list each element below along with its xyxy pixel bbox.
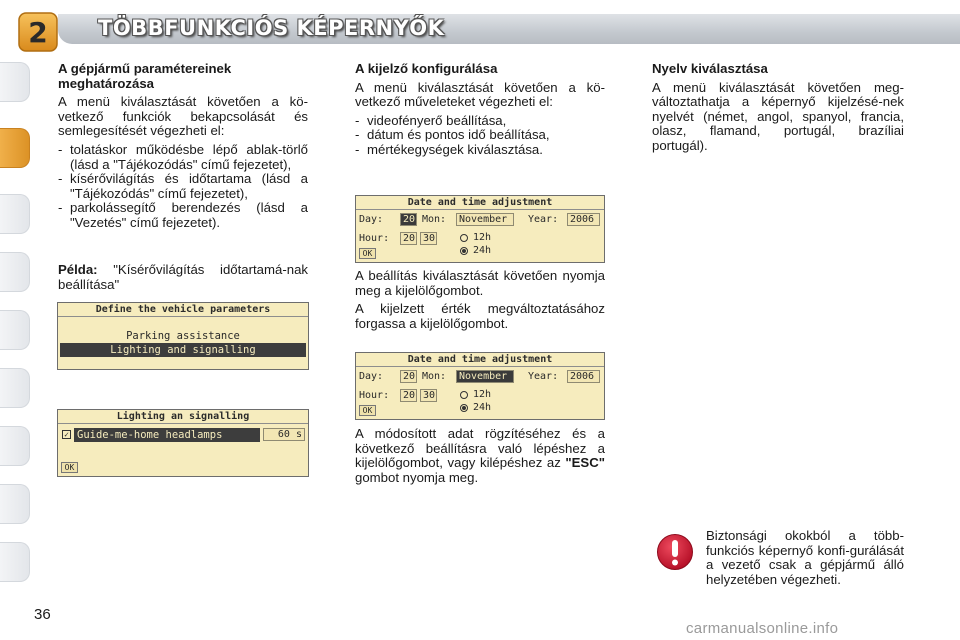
radio-24h-icon[interactable]: [460, 404, 468, 412]
year-label: Year:: [528, 214, 559, 225]
lcd-screen-date-time-1: [355, 195, 605, 263]
month-field[interactable]: November: [456, 213, 514, 226]
example-text: "Kísérővilágítás időtartamá-nak beállítása": [58, 262, 308, 292]
checkbox-checked-icon[interactable]: ✓: [62, 430, 71, 439]
chapter-tab[interactable]: [0, 194, 30, 234]
duration-field[interactable]: 60 s: [263, 428, 305, 441]
instruction-paragraph: A kijelzett érték megváltoztatásához forgassa a kijelölőgombot.: [355, 301, 605, 331]
chapter-tab[interactable]: [0, 252, 30, 292]
hour-field[interactable]: 20: [400, 389, 417, 402]
list-item: - kísérővilágítás és időtartama (lásd a "Tájékozódás" című fejezetet),: [58, 172, 308, 201]
config-list: [355, 114, 605, 158]
instruction-text: gombot nyomja meg.: [355, 469, 479, 485]
month-label: Mon:: [422, 371, 447, 382]
option-24h-label: 24h: [473, 402, 492, 413]
radio-24h-icon[interactable]: [460, 247, 468, 255]
example-paragraph: [58, 263, 308, 296]
hour-label: Hour:: [359, 233, 390, 244]
middle-column-instructions-1: [355, 269, 605, 335]
page-header: [0, 0, 960, 52]
instruction-text: A módosított adat rögzítéséhez és a következő beállításra való lépéshez a kijelölőgombot, vagy kilépéshez az: [355, 426, 605, 471]
month-field[interactable]: November: [456, 370, 514, 383]
minute-field[interactable]: 30: [420, 389, 437, 402]
list-item: - dátum és pontos idő beállítása,: [355, 128, 605, 143]
lcd-title: Date and time adjustment: [356, 196, 604, 210]
day-field[interactable]: 20: [400, 213, 417, 226]
lcd-title: Lighting an signalling: [58, 410, 308, 424]
year-field[interactable]: 2006: [567, 370, 600, 383]
menu-item-parking-assistance[interactable]: Parking assistance: [126, 330, 240, 342]
lcd-title: Define the vehicle parameters: [58, 303, 308, 317]
chapter-tab[interactable]: [0, 368, 30, 408]
minute-field[interactable]: 30: [420, 232, 437, 245]
ok-button[interactable]: OK: [61, 462, 78, 473]
chapter-number: 2: [28, 16, 48, 49]
lcd-screen-date-time-2: [355, 352, 605, 420]
chapter-tab[interactable]: [0, 310, 30, 350]
page-number: 36: [34, 606, 51, 623]
option-12h-label: 12h: [473, 389, 492, 400]
chapter-tab[interactable]: [0, 62, 30, 102]
watermark: carmanualsonline.info: [686, 620, 839, 637]
section-text: A menü kiválasztását követően meg-változtathatja a képernyő kijelzésé-nek nyelvét (német, angol, spanyol, francia, olasz, flamand, portugál, brazíliai portugál).: [652, 79, 904, 153]
option-24h-label: 24h: [473, 245, 492, 256]
example-label: Példa:: [58, 262, 98, 277]
chapter-badge-icon: [16, 10, 60, 54]
chapter-tab[interactable]: [0, 426, 30, 466]
day-field[interactable]: 20: [400, 370, 417, 383]
year-label: Year:: [528, 371, 559, 382]
esc-label: "ESC": [565, 455, 605, 471]
day-label: Day:: [359, 214, 384, 225]
function-list: [58, 143, 308, 231]
section-intro: A menü kiválasztását követően a kö-vetkező funkciók bekapcsolását és semlegesítését végezheti el:: [58, 94, 308, 139]
chapter-tabs: [0, 62, 32, 582]
radio-12h-icon[interactable]: [460, 234, 468, 242]
setting-guide-me-home[interactable]: Guide-me-home headlamps: [74, 428, 260, 442]
left-column: [58, 62, 308, 235]
list-item: - parkolássegítő berendezés (lásd a "Vezetés" című fejezetet).: [58, 201, 308, 230]
section-heading: Nyelv kiválasztása: [652, 61, 768, 76]
day-label: Day:: [359, 371, 384, 382]
ok-button[interactable]: OK: [359, 248, 376, 259]
lcd-screen-lighting: [57, 409, 309, 477]
chapter-tab[interactable]: [0, 542, 30, 582]
page-title: TÖBBFUNKCIÓS KÉPERNYŐK: [98, 16, 445, 40]
chapter-tab-active[interactable]: [0, 128, 30, 168]
menu-item-lighting-signalling[interactable]: Lighting and signalling: [60, 343, 306, 357]
lcd-screen-vehicle-params: [57, 302, 309, 370]
right-column: [652, 62, 904, 158]
instruction-paragraph: A beállítás kiválasztását követően nyomja meg a kijelölőgombot.: [355, 268, 605, 298]
section-heading: A kijelző konfigurálása: [355, 61, 498, 76]
middle-column: [355, 62, 605, 162]
option-12h-label: 12h: [473, 232, 492, 243]
list-item: - videofényerő beállítása,: [355, 114, 605, 129]
section-heading: A gépjármű paramétereinek meghatározása: [58, 61, 232, 91]
month-label: Mon:: [422, 214, 447, 225]
list-item: - mértékegységek kiválasztása.: [355, 143, 605, 158]
hour-label: Hour:: [359, 390, 390, 401]
ok-button[interactable]: OK: [359, 405, 376, 416]
section-intro: A menü kiválasztását követően a kö-vetkező műveleteket végezheti el:: [355, 79, 605, 110]
lcd-title: Date and time adjustment: [356, 353, 604, 367]
warning-text: Biztonsági okokból a több-funkciós képernyő konfi-gurálását a vezető csak a gépjármű álló helyzetében végezheti.: [706, 528, 904, 587]
middle-column-instructions-2: [355, 427, 605, 489]
hour-field[interactable]: 20: [400, 232, 417, 245]
year-field[interactable]: 2006: [567, 213, 600, 226]
list-item: - tolatáskor működésbe lépő ablak-törlő (lásd a "Tájékozódás" című fejezetet),: [58, 143, 308, 172]
exclamation-warning-icon: [656, 533, 694, 571]
warning-note: [706, 529, 904, 591]
chapter-tab[interactable]: [0, 484, 30, 524]
radio-12h-icon[interactable]: [460, 391, 468, 399]
